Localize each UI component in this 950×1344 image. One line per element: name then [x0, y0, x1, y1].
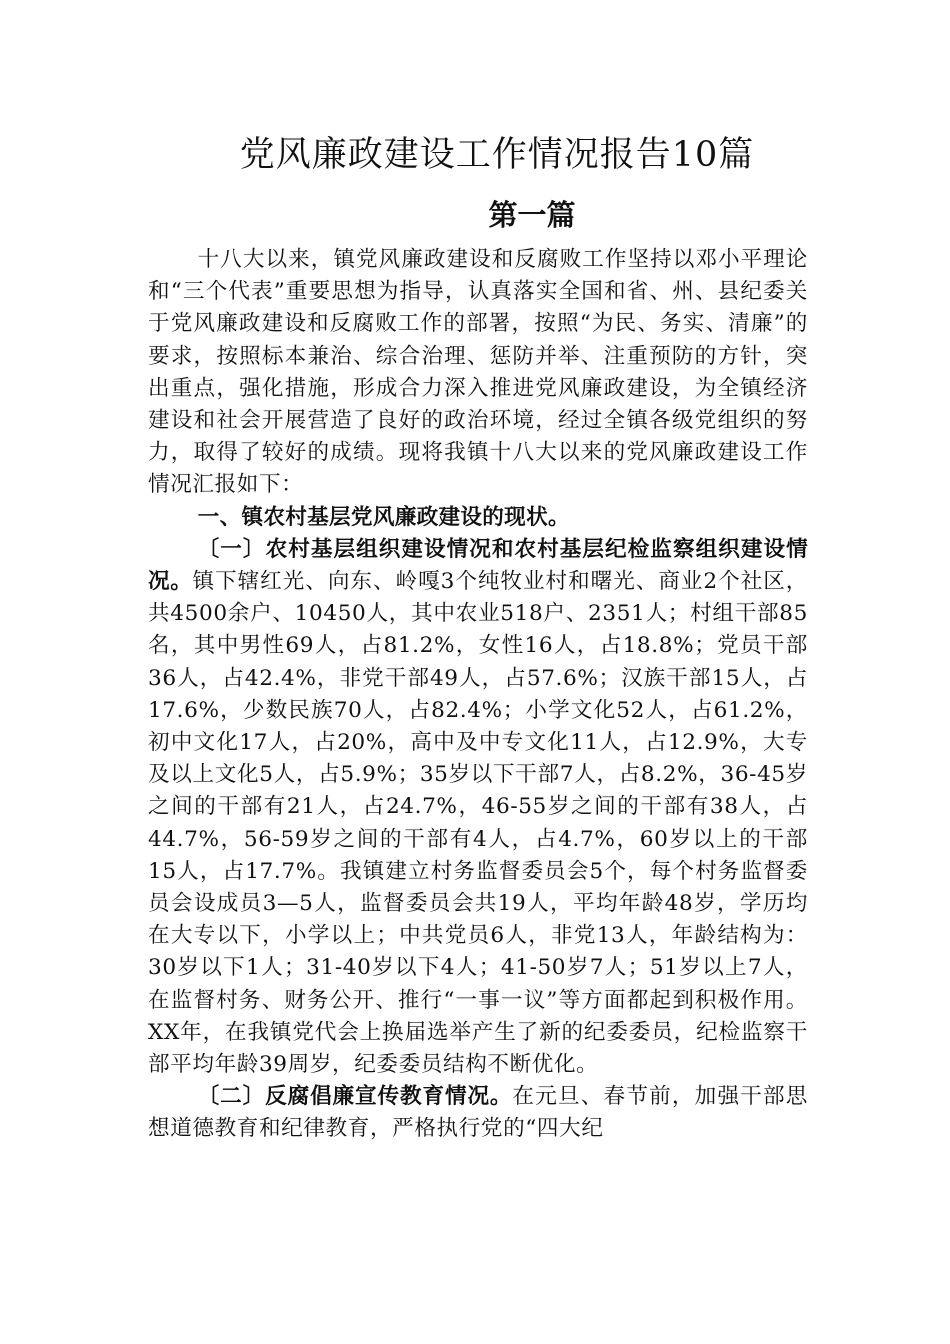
subsection-2-heading: 〔二〕反腐倡廉宣传教育情况。: [197, 1084, 513, 1110]
section-title: 第一篇: [488, 198, 576, 232]
subsection-2-paragraph: [148, 1081, 808, 1145]
document-body: [148, 244, 808, 1146]
subsection-1-heading: 〔一〕农村基层组织建设情况和农村基层纪检监察组织建设情况。: [148, 536, 808, 595]
document-title: 党风廉政建设工作情况报告10篇: [239, 135, 755, 175]
intro-paragraph: 十八大以来，镇党风廉政建设和反腐败工作坚持以邓小平理论和“三个代表”重要思想为指导，认真落实全国和省、州、县纪委关于党风廉政建设和反腐败工作的部署，按照“为民、务实、清廉”的要求，按照标本兼治、综合治理、惩防并举、注重预防的方针，突出重点，强化措施，形成合力深入推进党风廉政建设，为全镇经济建设和社会开展营造了良好的政治环境，经过全镇各级党组织的努力，取得了较好的成绩。现将我镇十八大以来的党风廉政建设工作情况汇报如下：: [148, 247, 808, 498]
subsection-1-paragraph: [148, 534, 808, 1081]
subsection-2-body: 在元旦、春节前，加强干部思想道德教育和纪律教育，严格执行党的“四大纪: [148, 1084, 808, 1142]
subsection-1-body: 镇下辖红光、向东、岭嘎3个纯牧业村和曙光、商业2个社区，共4500余户、10450人，其中农业518户、2351人；村组干部85名，其中男性69人，占81.2%，女性16人，占18.8%；党员干部36人，占42.4%，非党干部49人，占57.6%；汉族干部15人，占17.6%，少数民族70人，占82.4%；小学文化52人，占61.2%，初中文化17人，占20%，高中及中专文化11人，占12.9%，大专及以上文化5人，占5.9%；35岁以下干部7人，占8.2%，36-45岁之间的干部有21人，占24.7%，46-55岁之间的干部有38人，占44.7%，56-59岁之间的干部有4人，占4.7%，60岁以上的干部15人，占17.7%。我镇建立村务监督委员会5个，每个村务监督委员会设成员3—5人，监督委员会共19人，平均年龄48岁，学历均在大专以下，小学以上；中共党员6人，非党13人，年龄结构为：30岁以下1人；31-40岁以下4人；41-50岁7人；51岁以上7人，在监督村务、财务公开、推行“一事一议”等方面都起到积极作用。XX年，在我镇党代会上换届选举产生了新的纪委委员，纪检监察干部平均年龄39周岁，纪委委员结构不断优化。: [148, 569, 808, 1078]
heading-1: 一、镇农村基层党风廉政建设的现状。: [197, 504, 570, 530]
